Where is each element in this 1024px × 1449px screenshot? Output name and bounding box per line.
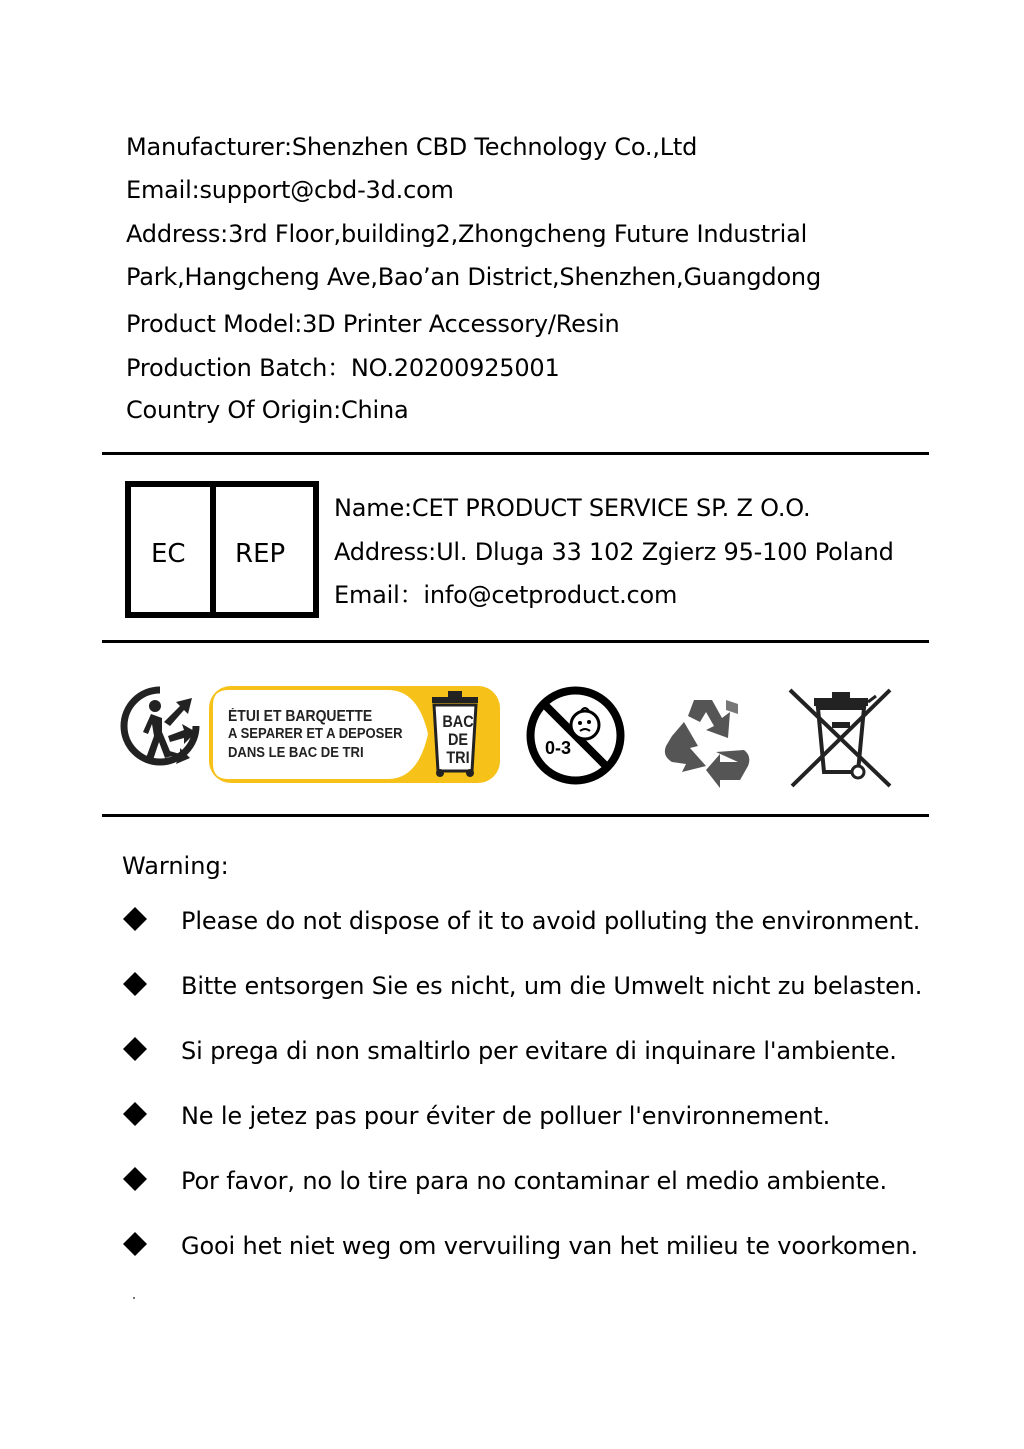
bullet-diamond-icon bbox=[123, 972, 147, 996]
divider-3 bbox=[102, 814, 929, 817]
product-model-line: Product Model:3D Printer Accessory/Resin bbox=[126, 310, 620, 338]
triman-icon bbox=[118, 684, 202, 768]
warning-title: Warning: bbox=[122, 852, 229, 880]
bullet-diamond-icon bbox=[123, 1037, 147, 1061]
warning-item-es: Por favor, no lo tire para no contaminar el medio ambiente. bbox=[181, 1167, 887, 1195]
divider-1 bbox=[102, 452, 929, 455]
bullet-diamond-icon bbox=[123, 1167, 147, 1191]
age-label: 0-3 bbox=[545, 738, 572, 758]
info-tri-line-3: DANS LE BAC DE TRI bbox=[228, 745, 364, 761]
divider-2 bbox=[102, 640, 929, 643]
manufacturer-address-line-1: Address:3rd Floor,building2,Zhongcheng Future Industrial bbox=[126, 220, 808, 248]
warning-item-fr: Ne le jetez pas pour éviter de polluer l'environnement. bbox=[181, 1102, 831, 1130]
info-tri-line-1: ÉTUI ET BARQUETTE bbox=[228, 708, 373, 725]
crossed-bin-icon bbox=[786, 686, 896, 790]
country-of-origin-line: Country Of Origin:China bbox=[126, 396, 409, 424]
warning-item-de: Bitte entsorgen Sie es nicht, um die Umwelt nicht zu belasten. bbox=[181, 972, 923, 1000]
manufacturer-line: Manufacturer:Shenzhen CBD Technology Co.,Ltd bbox=[126, 133, 698, 161]
ec-rep-divider bbox=[210, 487, 216, 612]
bac-label-1: BAC bbox=[442, 712, 474, 731]
no-children-icon bbox=[525, 685, 626, 786]
bac-label-2: DE bbox=[447, 730, 469, 749]
warning-item-en: Please do not dispose of it to avoid polluting the environment. bbox=[181, 907, 921, 935]
ec-rep-name: Name:CET PRODUCT SERVICE SP. Z O.O. bbox=[334, 494, 811, 522]
manufacturer-email-line: Email:support@cbd-3d.com bbox=[126, 176, 454, 204]
bullet-diamond-icon bbox=[123, 907, 147, 931]
info-tri-line-2: A SEPARER ET A DEPOSER bbox=[228, 726, 403, 742]
bac-label-3: TRI bbox=[446, 748, 470, 767]
ec-rep-email: Email：info@cetproduct.com bbox=[334, 581, 678, 609]
bullet-diamond-icon bbox=[123, 1232, 147, 1256]
rep-label: REP bbox=[235, 539, 286, 569]
manufacturer-address-line-2: Park,Hangcheng Ave,Bao’an District,Shenzhen,Guangdong bbox=[126, 263, 821, 291]
ec-label: EC bbox=[151, 539, 186, 569]
recycle-icon bbox=[656, 690, 756, 788]
bullet-diamond-icon bbox=[123, 1102, 147, 1126]
ec-rep-symbol bbox=[125, 481, 319, 618]
production-batch-line: Production Batch：NO.20200925001 bbox=[126, 354, 560, 382]
warning-item-nl: Gooi het niet weg om vervuiling van het milieu te voorkomen. bbox=[181, 1232, 918, 1260]
ec-rep-address: Address:Ul. Dluga 33 102 Zgierz 95-100 Poland bbox=[334, 538, 894, 566]
stray-dot bbox=[133, 1297, 135, 1299]
warning-item-it: Si prega di non smaltirlo per evitare di inquinare l'ambiente. bbox=[181, 1037, 897, 1065]
